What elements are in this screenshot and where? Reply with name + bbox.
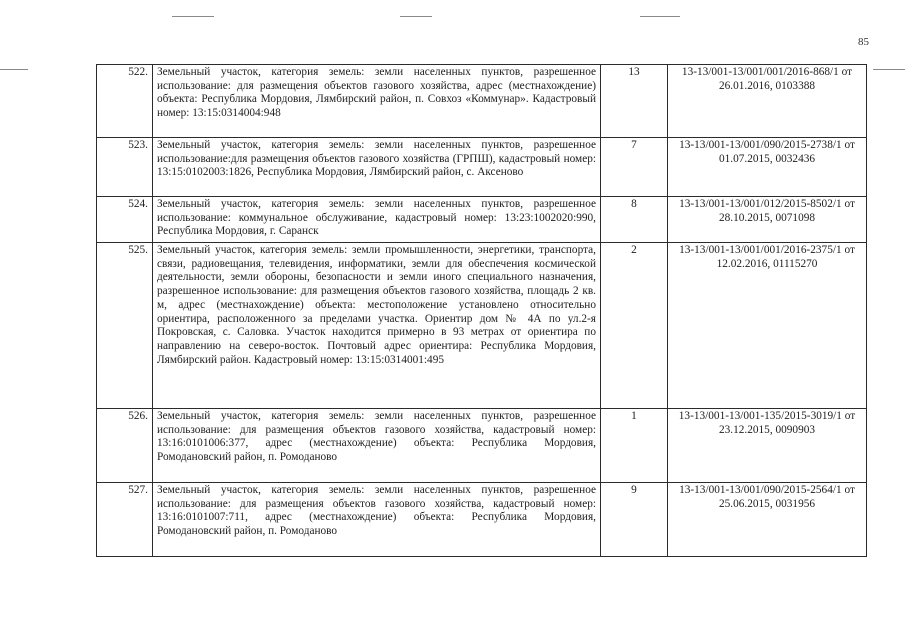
property-description: Земельный участок, категория земель: земли населенных пунктов, разрешенное использование:для размещения объектов газового хозяйства (ГРПШ), кадастровый номер: 13:15:0102003:1826, Республика Мордовия, Лямбирский район, с. Аксеново [153,138,601,197]
registration-record: 13-13/001-13/001/001/2016-2375/1 от 12.02.2016, 01115270 [668,243,867,409]
row-number: 527. [97,483,153,557]
table-row [97,243,867,409]
scan-artifact-line [640,16,680,17]
page-number: 85 [858,36,869,48]
row-number: 525. [97,243,153,409]
table-row [97,138,867,197]
area-value: 7 [601,138,668,197]
registration-record: 13-13/001-13/001/090/2015-2564/1 от 25.06.2015, 0031956 [668,483,867,557]
scan-artifact-line [172,16,214,17]
property-registry-table [96,64,867,557]
registration-record: 13-13/001-13/001/012/2015-8502/1 от 28.10.2015, 0071098 [668,197,867,243]
property-description: Земельный участок, категория земель: земли населенных пунктов, разрешенное использование: для размещения объектов газового хозяйства, адрес (местнахождение) объекта: Республика Мордовия, Лямбирский район, п. Совхоз «Коммунар». Кадастровый номер: 13:15:0314004:948 [153,65,601,138]
row-number: 522. [97,65,153,138]
table-row [97,197,867,243]
row-number: 524. [97,197,153,243]
table-row [97,409,867,483]
scan-artifact-line [0,69,28,70]
area-value: 13 [601,65,668,138]
area-value: 2 [601,243,668,409]
registration-record: 13-13/001-13/001/001/2016-868/1 от 26.01.2016, 0103388 [668,65,867,138]
row-number: 526. [97,409,153,483]
area-value: 1 [601,409,668,483]
property-description: Земельный участок, категория земель: земли населенных пунктов, разрешенное использование: для размещения объектов газового хозяйства, кадастровый номер: 13:16:0101007:711, адрес (местнахождение) объекта: Республика Мордовия, Ромодановский район, п. Ромоданово [153,483,601,557]
property-description: Земельный участок, категория земель: земли промышленности, энергетики, транспорта, связи, радиовещания, телевидения, информатики, земли для обеспечения космической деятельности, земли обороны, безопасности и земли иного специального назначения, разрешенное использование: для размещения объектов газового хозяйства, площадь 2 кв. м, адрес (местнахождение) объекта: местоположение установлено относительно ориентира, расположенного за пределами участка. Ориентир дом № 4А по ул.2-я Покровская, с. Саловка. Участок находится примерно в 93 метрах от ориентира по направлению на северо-восток. Почтовый адрес ориентира: Республика Мордовия, Лямбирский район. Кадастровый номер: 13:15:0314001:495 [153,243,601,409]
area-value: 8 [601,197,668,243]
property-description: Земельный участок, категория земель: земли населенных пунктов, разрешенное использование: для размещения объектов газового хозяйства, кадастровый номер: 13:16:0101006:377, адрес (местнахождение) объекта: Республика Мордовия, Ромодановский район, п. Ромоданово [153,409,601,483]
property-description: Земельный участок, категория земель: земли населенных пунктов, разрешенное использование: коммунальное обслуживание, кадастровый номер: 13:23:1002020:990, Республика Мордовия, г. Саранск [153,197,601,243]
area-value: 9 [601,483,668,557]
table-row [97,65,867,138]
scan-artifact-line [400,16,432,17]
table-row [97,483,867,557]
row-number: 523. [97,138,153,197]
registration-record: 13-13/001-13/001/090/2015-2738/1 от 01.07.2015, 0032436 [668,138,867,197]
registration-record: 13-13/001-13/001-135/2015-3019/1 от 23.12.2015, 0090903 [668,409,867,483]
scan-artifact-line [873,69,905,70]
